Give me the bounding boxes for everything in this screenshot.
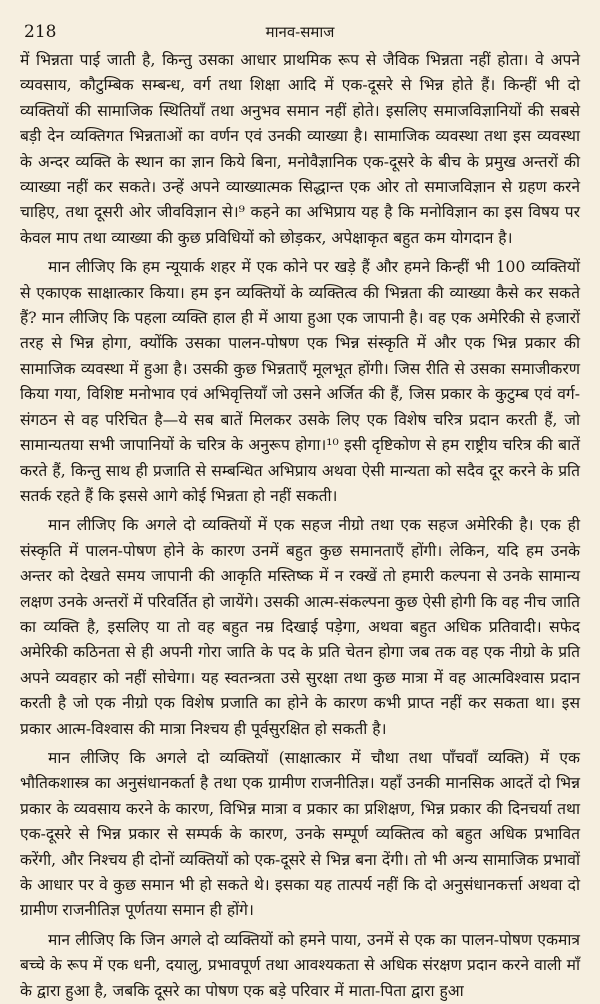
paragraph: मान लीजिए कि अगले दो व्यक्तियों (साक्षात्कार में चौथा तथा पाँचवाँ व्यक्ति) में एक भौतिकशास्त्र का अनुसंधानकर्ता है तथा एक ग्रामीण राजनीतिज्ञ। यहाँ उनकी मानसिक आदतें दो भिन्न प्रकार के व्यवसाय करने के कारण, विभिन्न मात्रा व प्रकार का प्रशिक्षण, भिन्न प्रकार की दिनचर्या तथा एक-दूसरे से भिन्न प्रकार से सम्पर्क के कारण, उनके सम्पूर्ण व्यक्तित्व को बहुत अधिक प्रभावित करेंगी, और निश्चय ही दोनों व्यक्तियों को एक-दूसरे से भिन्न बना देंगी। तो भी अन्य सामाजिक प्रभावों के आधार पर वे कुछ समान भी हो सकते थे। इसका यह तात्पर्य नहीं कि दो अनुसंधानकर्त्ता अथवा दो ग्रामीण राजनीतिज्ञ पूर्णतया समान ही होंगे।: [20, 748, 580, 920]
paragraph: मान लीजिए कि जिन अगले दो व्यक्तियों को हमने पाया, उनमें से एक का पालन-पोषण एकमात्र बच्चे के रूप में एक धनी, दयालु, प्रभावपूर्ण तथा आवश्यकता से अधिक संरक्षण प्रदान करने वाली माँ के द्वारा हुआ है, जबकि दूसरे का पोषण एक बड़े परिवार में माता-पिता द्वारा हुआ: [20, 930, 580, 1000]
paragraph: में भिन्नता पाई जाती है, किन्तु उसका आधार प्राथमिक रूप से जैविक भिन्नता नहीं होता। वे अपने व्यवसाय, कौटुम्बिक सम्बन्ध, वर्ग तथा शिक्षा आदि में एक-दूसरे से भिन्न होते हैं। किन्हीं भी दो व्यक्तियों की सामाजिक स्थितियाँ तथा अनुभव समान नहीं होते। इसलिए समाजविज्ञानियों की सबसे बड़ी देन व्यक्तिगत भिन्नताओं का वर्णन एवं उनकी व्याख्या है। सामाजिक व्यवस्था तथा इस व्यवस्था के अन्दर व्यक्ति के स्थान का ज्ञान किये बिना, मनोवैज्ञानिक एक-दूसरे के बीच के प्रमुख अन्तरों की व्याख्या नहीं कर सकते। उन्हें अपने व्याख्यात्मक सिद्धान्त एक ओर तो समाजविज्ञान से ग्रहण करने चाहिए, तथा दूसरी ओर जीवविज्ञान से।⁹ कहने का अभिप्राय यह है कि मनोविज्ञान का इस विषय पर केवल माप तथा व्याख्या की कुछ प्रविधियों को छोड़कर, अपेक्षाकृत बहुत कम योगदान है।: [20, 51, 580, 247]
page-number: 218: [24, 22, 57, 42]
running-head: मानव-समाज: [265, 23, 335, 41]
body-text: [20, 48, 580, 1004]
paragraph: मान लीजिए कि हम न्यूयार्क शहर में एक कोने पर खड़े हैं और हमने किन्हीं भी 100 व्यक्तियों से एकाएक साक्षात्कार किया। हम इन व्यक्तियों के व्यक्तित्व की भिन्नता की व्याख्या कैसे कर सकते हैं? मान लीजिए कि पहला व्यक्ति हाल ही में आया हुआ एक जापानी है। वह एक अमेरिकी से हजारों तरह से भिन्न होगा, क्योंकि उसका पालन-पोषण एक भिन्न संस्कृति में और एक भिन्न प्रकार की सामाजिक व्यवस्था में हुआ है। उसकी कुछ भिन्नताएँ मूलभूत होंगी। जिस रीति से उसका समाजीकरण किया गया, विशिष्ट मनोभाव एवं अभिवृत्तियाँ जो उसने अर्जित की हैं, जिस प्रकार के कुटुम्ब एवं वर्ग-संगठन से वह परिचित है—ये सब बातें मिलकर उसके लिए एक विशेष चरित्र प्रदान करती हैं, जो सामान्यतया सभी जापानियों के चरित्र के अनुरूप होगा।¹⁰ इसी दृष्टिकोण से हम राष्ट्रीय चरित्र की बातें करते हैं, किन्तु साथ ही प्रजाति से सम्बन्धित अभिप्राय अथवा ऐसी मान्यता को सदैव दूर करने के प्रति सतर्क रहते हैं कि इससे आगे कोई भिन्नता हो नहीं सकती।: [20, 258, 580, 505]
page-header: [20, 18, 580, 48]
paragraph: मान लीजिए कि अगले दो व्यक्तियों में एक सहज नीग्रो तथा एक सहज अमेरिकी है। एक ही संस्कृति में पालन-पोषण होने के कारण उनमें बहुत कुछ समानताएँ होंगी। लेकिन, यदि हम उनके अन्तर को देखते समय जापानी की आकृति मस्तिष्क में न रक्खें तो हमारी कल्पना से उनके सामान्य लक्षण उनके अन्तरों में परिवर्तित हो जायेंगे। उसकी आत्म-संकल्पना कुछ ऐसी होगी कि वह नीच जाति का व्यक्ति है, इसलिए या तो वह बहुत नम्र दिखाई पड़ेगा, अथवा बहुत अधिक प्रतिवादी। सफेद अमेरिकी कठिनता से ही अपनी गोरा जाति के पद के प्रति चेतन होगा जब तक वह एक नीग्रो के प्रति अपने व्यवहार को नहीं सोचेगा। यह स्वतन्त्रता उसे सुरक्षा तथा कुछ मात्रा में वह आत्मविश्वास प्रदान करती है जो एक नीग्रो एक विशेष प्रजाति का होने के कारण कभी प्राप्त नहीं कर सकता था। इस प्रकार आत्म-विश्वास की मात्रा निश्चय ही पूर्वसुरक्षित हो सकती है।: [20, 516, 580, 738]
